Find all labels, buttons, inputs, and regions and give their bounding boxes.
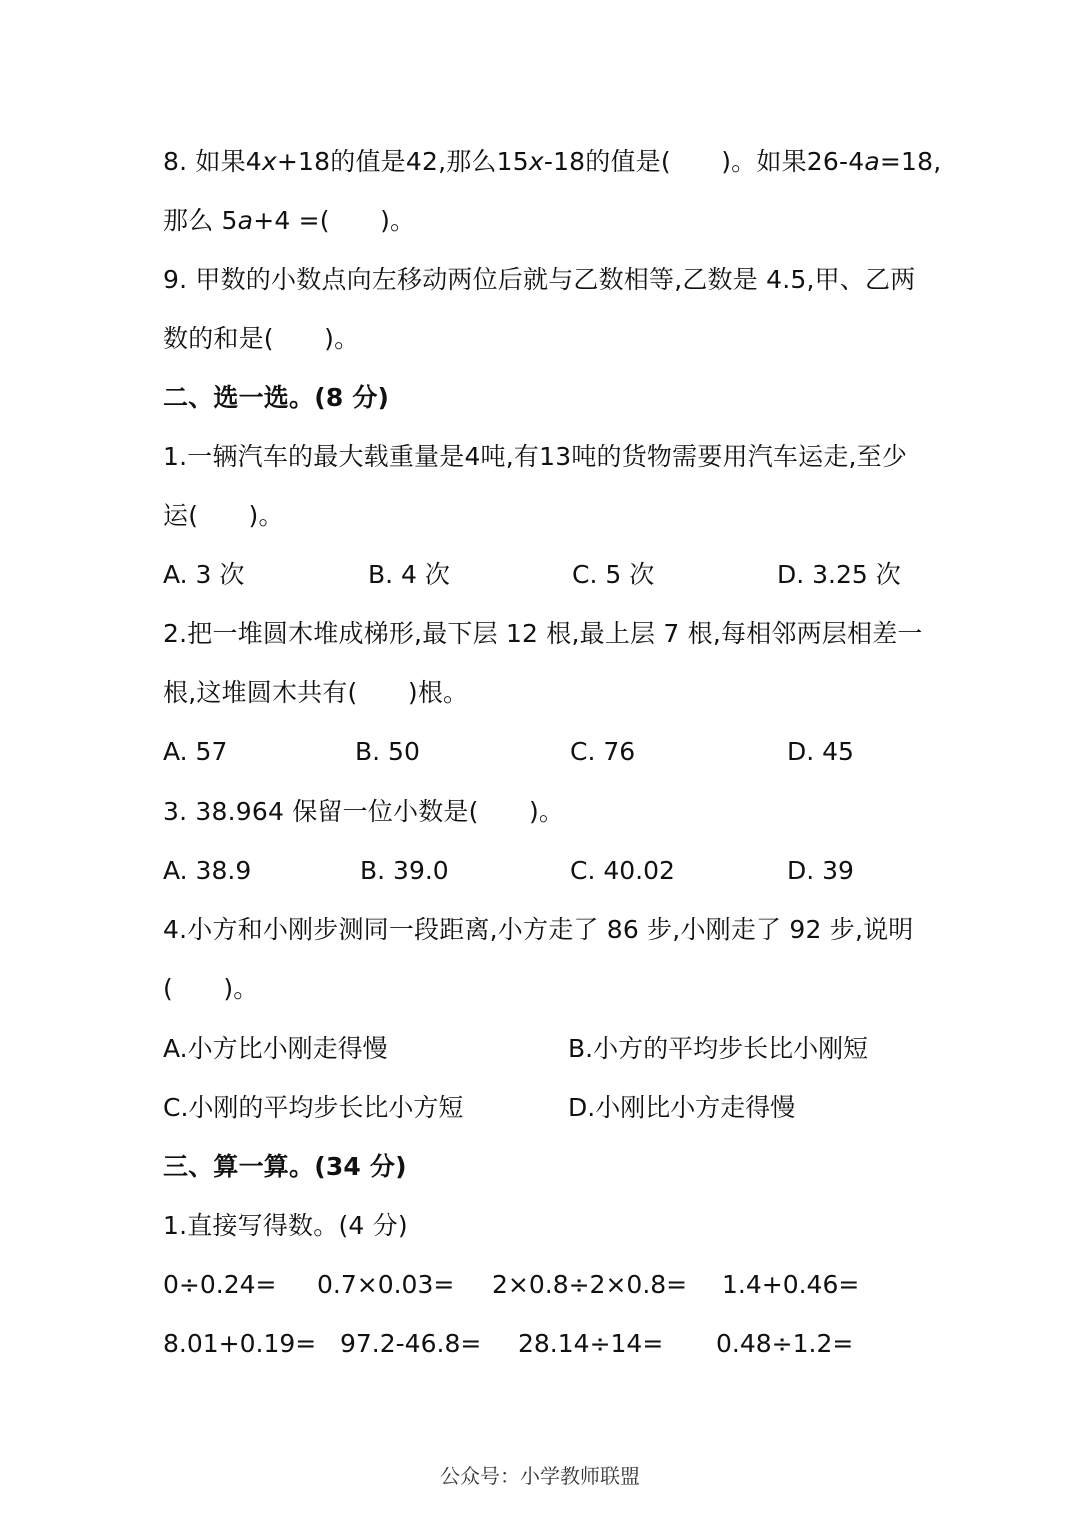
s2-q2-option-c: C. 76 (570, 737, 636, 766)
q8-text-c: -18的值是( )。如果26-4 (543, 147, 865, 176)
footer-watermark: 公众号：小学教师联盟 (440, 1464, 640, 1488)
q8-var-x-2: x (528, 147, 544, 176)
q8-text-f: +4 =( )。 (253, 206, 416, 235)
s2-q4-option-c: C.小刚的平均步长比小方短 (163, 1093, 464, 1122)
q8-text-d: =18, (879, 147, 942, 176)
s2-q3-option-b: B. 39.0 (360, 856, 449, 885)
q8-text-b: +18的值是42,那么15 (276, 147, 529, 176)
s2-question-1-line-2: 运( )。 (163, 501, 284, 530)
s2-q4-option-b: B.小方的平均步长比小刚短 (568, 1034, 869, 1063)
calc-r1-c4: 1.4+0.46= (722, 1270, 860, 1299)
calc-r1-c3: 2×0.8÷2×0.8= (492, 1270, 688, 1299)
s2-question-4-line-2: ( )。 (163, 974, 259, 1003)
calc-r2-c2: 97.2-46.8= (340, 1329, 482, 1358)
s2-question-3-line-1: 3. 38.964 保留一位小数是( )。 (163, 797, 565, 826)
s2-question-2-line-2: 根,这堆圆木共有( )根。 (163, 678, 469, 707)
s2-q2-option-a: A. 57 (163, 737, 228, 766)
s2-q2-option-d: D. 45 (787, 737, 854, 766)
q8-var-x-1: x (261, 147, 277, 176)
question-8-line-2 (163, 199, 415, 243)
s2-q4-option-a: A.小方比小刚走得慢 (163, 1034, 388, 1063)
s2-q1-option-a: A. 3 次 (163, 560, 245, 589)
calc-r1-c2: 0.7×0.03= (317, 1270, 455, 1299)
question-8-line-1 (163, 140, 941, 184)
s2-question-1-line-1: 1.一辆汽车的最大载重量是4吨,有13吨的货物需要用汽车运走,至少 (163, 442, 908, 471)
s2-q3-option-c: C. 40.02 (570, 856, 675, 885)
q8-text-a: 8. 如果4 (163, 147, 262, 176)
q8-text-e: 那么 5 (163, 206, 238, 235)
s2-q1-option-d: D. 3.25 次 (777, 560, 901, 589)
q8-var-a-1: a (864, 147, 880, 176)
s2-q3-option-a: A. 38.9 (163, 856, 252, 885)
calc-r2-c3: 28.14÷14= (518, 1329, 664, 1358)
calc-r1-c1: 0÷0.24= (163, 1270, 277, 1299)
s2-q3-option-d: D. 39 (787, 856, 854, 885)
question-9-line-2: 数的和是( )。 (163, 324, 360, 353)
s2-q1-option-b: B. 4 次 (368, 560, 450, 589)
s3-sub-1-title: 1.直接写得数。(4 分) (163, 1211, 408, 1240)
calc-r2-c1: 8.01+0.19= (163, 1329, 317, 1358)
s2-q1-option-c: C. 5 次 (572, 560, 655, 589)
section-3-heading: 三、算一算。(34 分) (163, 1152, 407, 1181)
s2-q2-option-b: B. 50 (355, 737, 420, 766)
calc-r2-c4: 0.48÷1.2= (716, 1329, 854, 1358)
s2-q4-option-d: D.小刚比小方走得慢 (568, 1093, 796, 1122)
q8-var-a-2: a (237, 206, 254, 235)
question-9-line-1: 9. 甲数的小数点向左移动两位后就与乙数相等,乙数是 4.5,甲、乙两 (163, 265, 916, 294)
section-2-heading: 二、选一选。(8 分) (163, 383, 390, 412)
s2-question-4-line-1: 4.小方和小刚步测同一段距离,小方走了 86 步,小刚走了 92 步,说明 (163, 915, 914, 944)
s2-question-2-line-1: 2.把一堆圆木堆成梯形,最下层 12 根,最上层 7 根,每相邻两层相差一 (163, 619, 923, 648)
